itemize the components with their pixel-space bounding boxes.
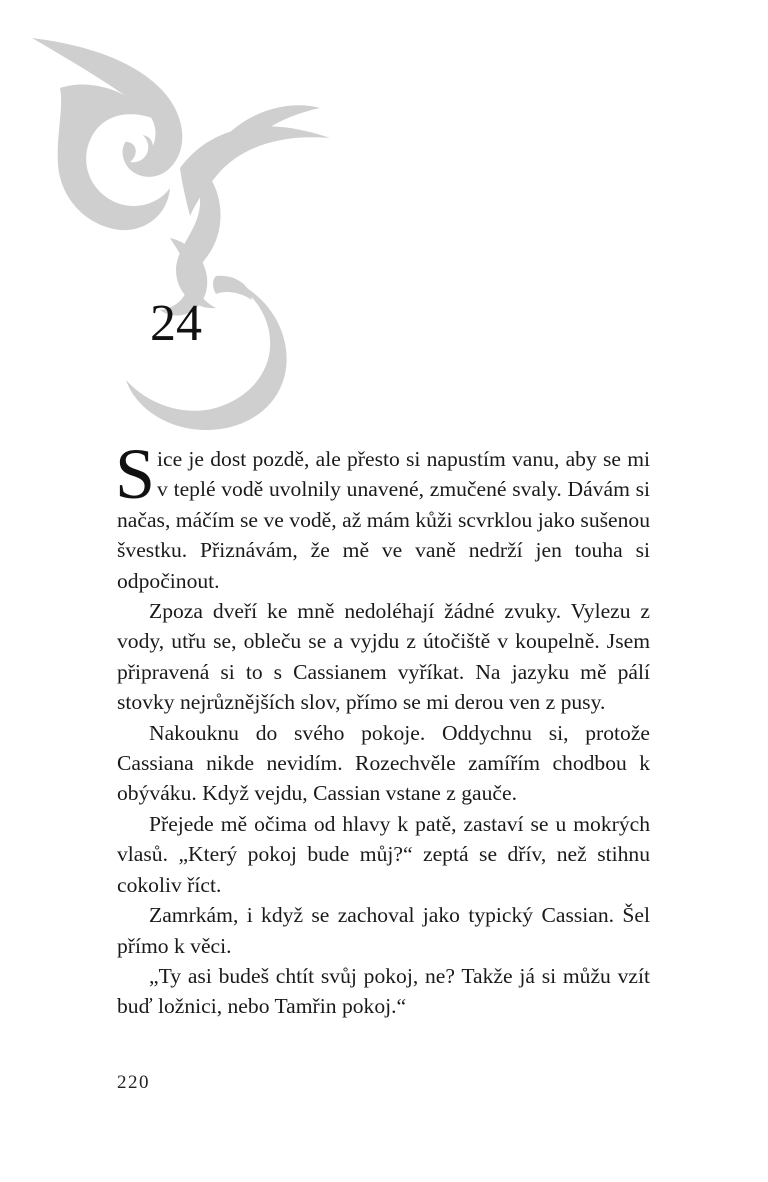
drop-cap: S [115,434,156,514]
paragraph: Zpoza dveří ke mně nedoléhají žádné zvuky. Vylezu z vody, utřu se, obleču se a vyjdu z útočiště v koupelně. Jsem připravená si to s Cassianem vyříkat. Na jazyku mě pálí stovky nejrůznějších slov, přímo se mi derou ven z pusy. [117,599,650,715]
chapter-number: 24 [150,295,202,352]
paragraph: Nakouknu do svého pokoje. Oddychnu si, protože Cassiana nikde nevidím. Rozechvěle zamířím chodbou k obýváku. Když vejdu, Cassian vstane z gauče. [117,720,650,806]
chapter-ornament-icon [20,18,340,438]
page-number: 220 [117,1072,150,1093]
paragraph: „Ty asi budeš chtít svůj pokoj, ne? Takže já si můžu vzít buď ložnici, nebo Tamřin pokoj.“ [117,963,650,1019]
chapter-text [115,434,650,1022]
paragraph: Přejede mě očima od hlavy k patě, zastaví se u mokrých vlasů. „Který pokoj bude můj?“ zeptá se dřív, než stihnu cokoliv říct. [117,811,650,897]
paragraph: Sice je dost pozdě, ale přesto si napustím vanu, aby se mi v teplé vodě uvolnily unavené, zmučené svaly. Dávám si načas, máčím se ve vodě, až mám kůži scvrklou jako sušenou švestku. Přiznávám, že mě ve vaně nedrží jen touha si odpočinout. [115,434,650,593]
paragraph: Zamrkám, i když se zachoval jako typický Cassian. Šel přímo k věci. [117,903,650,958]
